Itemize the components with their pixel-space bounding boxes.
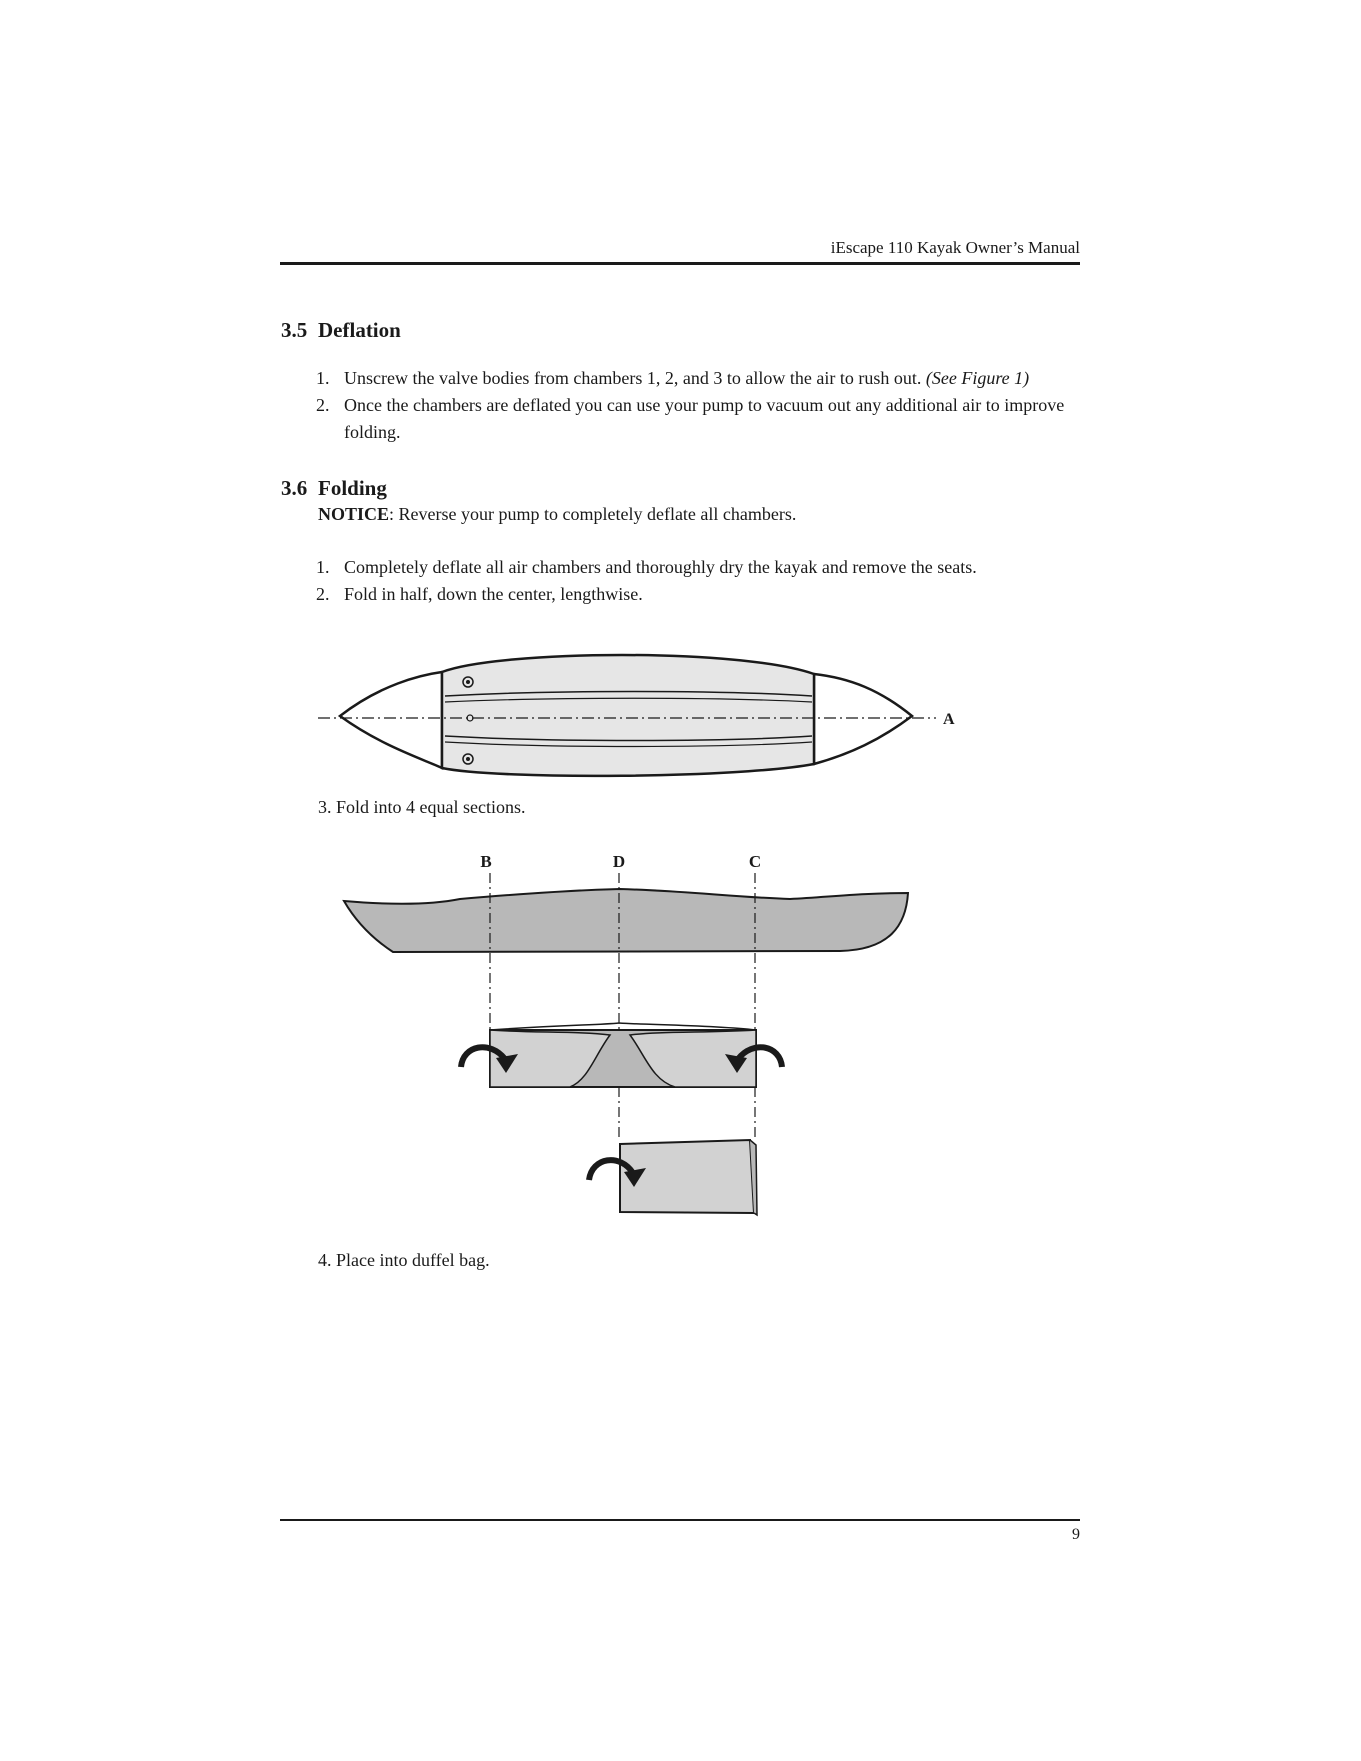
folding-steps (316, 554, 1086, 608)
fold-label-d: D (612, 852, 626, 871)
section-number: 3.6 (281, 476, 308, 500)
valve-icon (466, 757, 470, 761)
deflation-steps (316, 365, 1086, 446)
section-heading-deflation (281, 318, 401, 343)
section-number: 3.5 (281, 318, 308, 342)
list-item-text: Unscrew the valve bodies from chambers 1, 2, and 3 to allow the air to rush out. (344, 368, 922, 388)
fold-sections-figure (330, 845, 930, 1225)
list-item-number: 2. (316, 395, 330, 415)
notice-body: : Reverse your pump to completely deflate all chambers. (389, 504, 797, 524)
list-item-text: Fold in half, down the center, lengthwise. (344, 584, 643, 604)
list-item (316, 581, 1086, 608)
kayak-body (442, 655, 814, 776)
kayak-top-view-figure (300, 640, 980, 790)
fold-label-c: C (748, 852, 762, 871)
fold-label-b: B (480, 852, 492, 871)
step-4-text: 4. Place into duffel bag. (318, 1250, 490, 1270)
list-item (316, 554, 1086, 581)
list-item (316, 365, 1086, 392)
kayak-hull-outline (340, 672, 442, 768)
kayak-stern-outline (814, 674, 912, 764)
notice-label: NOTICE (318, 504, 390, 524)
fold-top-edge (490, 1023, 756, 1030)
list-item (316, 392, 1086, 446)
list-item-text: Once the chambers are deflated you can use your pump to vacuum out any additional air to improve folding. (344, 395, 1065, 442)
list-item-number: 1. (316, 557, 330, 577)
header-rule (280, 262, 1080, 265)
section-heading-folding (281, 476, 387, 501)
section-title: Deflation (318, 318, 401, 342)
folded-kayak-half (344, 889, 908, 952)
valve-icon (466, 680, 470, 684)
footer-rule (280, 1519, 1080, 1521)
step-3-text: 3. Fold into 4 equal sections. (318, 797, 526, 817)
list-item-number: 1. (316, 368, 330, 388)
figure-reference: (See Figure 1) (925, 368, 1030, 388)
section-title: Folding (318, 476, 387, 500)
list-item-text: Completely deflate all air chambers and thoroughly dry the kayak and remove the seats. (344, 557, 977, 577)
notice-text (318, 504, 796, 525)
page-number: 9 (1072, 1526, 1080, 1543)
list-item-number: 2. (316, 584, 330, 604)
page-header-title: iEscape 110 Kayak Owner’s Manual (830, 238, 1080, 257)
fold-label-a: A (943, 711, 955, 728)
